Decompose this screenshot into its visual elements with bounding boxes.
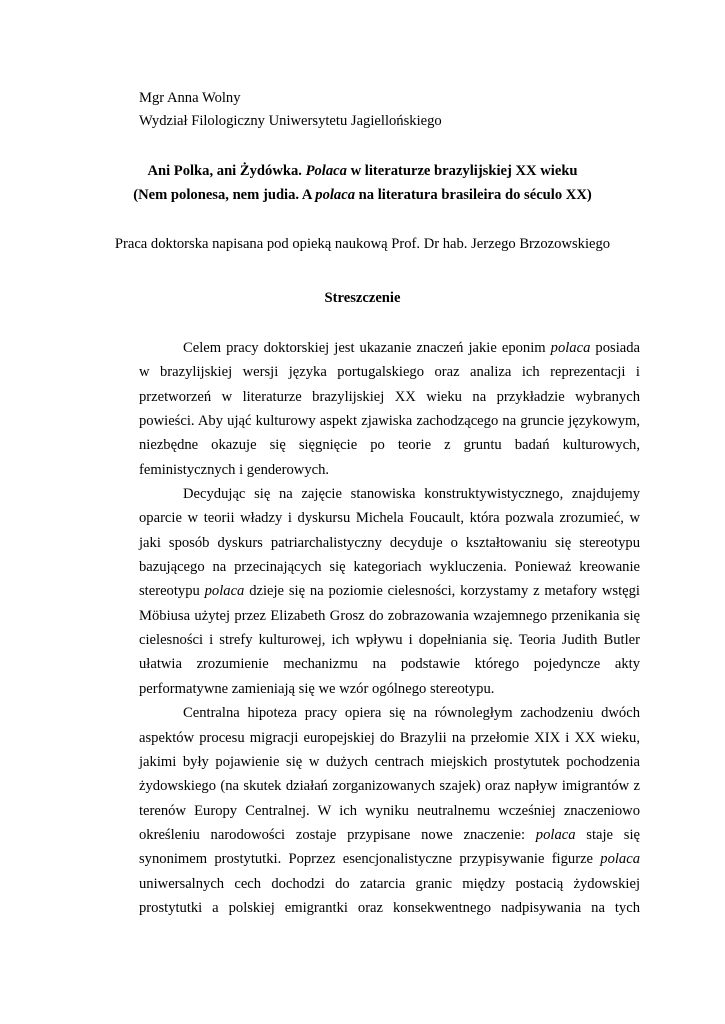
abstract-paragraph xyxy=(139,482,640,701)
title-pl-pre: Ani Polka, ani Żydówka. xyxy=(147,163,306,179)
text-run: terenów Europy Centralnej. W ich wyniku neutralnemu wcześniej znaczeniowo xyxy=(139,802,640,819)
text-run: uniwersalnych cech dochodzi do zatarcia granic między postacią żydowskiej xyxy=(139,875,640,892)
abstract-paragraph xyxy=(139,336,640,482)
text-run: Möbiusa użytej przez Elizabeth Grosz do zobrazowania wzajemnego przenikania się xyxy=(139,607,640,624)
text-line xyxy=(139,409,640,433)
text-line xyxy=(139,701,640,725)
text-run: dzieje się na poziomie cielesności, korzystamy z metafory wstęgi xyxy=(244,583,640,600)
text-line xyxy=(139,433,640,457)
text-line xyxy=(139,336,640,360)
title-pt-italic: polaca xyxy=(315,187,356,203)
text-run: żydowskiego (na skutek działań zorganizowanych szajek) oraz napływ imigrantów z xyxy=(139,778,640,795)
text-run: synonimem prostytutki. Poprzez esencjonalistyczne przypisywanie figurze xyxy=(139,851,601,868)
section-heading: Streszczenie xyxy=(324,290,401,306)
text-run: stereotypu xyxy=(139,583,205,600)
text-run: prostytutki a polskiej emigrantki oraz konsekwentnego nadpisywania na tych xyxy=(139,899,640,916)
text-run: oparcie w teorii władzy i dyskursu Michela Foucault, która pozwala zrozumieć, w xyxy=(139,510,640,527)
text-run: posiada xyxy=(590,340,641,356)
text-run: jaki sposób dyskurs patriarchalistyczny decyduje o kształtowaniu się stereotypu xyxy=(139,534,640,551)
text-line xyxy=(139,579,640,603)
text-line xyxy=(139,555,640,579)
text-line xyxy=(139,652,640,676)
text-run: niezbędne okazuje się sięgnięcie po teorie z gruntu badań kulturowych, xyxy=(139,437,640,454)
text-line xyxy=(139,872,640,896)
italic-term: polaca xyxy=(600,851,640,868)
text-line xyxy=(139,823,640,847)
text-line xyxy=(139,531,640,555)
thesis-title-portuguese xyxy=(0,185,725,205)
text-run: przetworzeń w literaturze brazylijskiej XX wieku na przykładzie wybranych xyxy=(139,388,640,405)
title-pl-italic: Polaca xyxy=(305,163,347,179)
abstract-paragraph xyxy=(139,701,640,920)
supervision-note: Praca doktorska napisana pod opieką naukową Prof. Dr hab. Jerzego Brzozowskiego xyxy=(114,236,611,252)
text-run: w brazylijskiej wersji języka portugalskiego oraz analiza ich reprezentacji i xyxy=(139,364,640,381)
text-run: cielesności i strefy kulturowej, ich wpływu i dopełniania się. Teoria Judith Butler xyxy=(139,632,640,649)
title-pl-post: w literaturze brazylijskiej XX wieku xyxy=(346,163,578,179)
text-line xyxy=(139,726,640,750)
title-pt-pre: (Nem polonesa, nem judia. A xyxy=(133,187,316,203)
text-line xyxy=(139,774,640,798)
title-pt-post: na literatura brasileira do século XX) xyxy=(355,187,592,203)
text-line xyxy=(139,458,640,482)
italic-term: polaca xyxy=(535,826,576,843)
text-line xyxy=(139,604,640,628)
text-line xyxy=(139,799,640,823)
author-affiliation: Wydział Filologiczny Uniwersytetu Jagiellońskiego xyxy=(139,113,442,129)
text-run: bazującego na przecinających się kategoriach wykluczenia. Ponieważ kreowanie xyxy=(139,559,640,576)
text-line xyxy=(139,628,640,652)
text-run: aspektów procesu migracji europejskiej do Brazylii na przełomie XIX i XX wieku, xyxy=(139,729,640,746)
text-run: powieści. Aby ująć kulturowy aspekt zjawiska zachodzącego na gruncie językowym, xyxy=(139,413,640,430)
text-line xyxy=(139,750,640,774)
text-run: Celem pracy doktorskiej jest ukazanie znaczeń jakie eponim xyxy=(183,340,551,356)
author-name: Mgr Anna Wolny xyxy=(139,90,241,106)
text-run: ułatwia zrozumienie mechanizmu na podstawie którego pojedyncze akty xyxy=(139,656,640,673)
text-run: feministycznych i genderowych. xyxy=(139,461,330,478)
abstract-body xyxy=(139,336,640,920)
text-run: Decydując się na zajęcie stanowiska konstruktywistycznego, znajdujemy xyxy=(183,486,640,503)
text-run: określeniu narodowości zostaje przypisane nowe znaczenie: xyxy=(139,826,536,843)
italic-term: polaca xyxy=(550,340,591,356)
text-line xyxy=(139,847,640,871)
text-run: Centralna hipoteza pracy opiera się na równoległym zachodzeniu dwóch xyxy=(183,705,640,722)
text-line xyxy=(139,482,640,506)
text-line xyxy=(139,385,640,409)
text-line xyxy=(139,677,640,701)
text-line xyxy=(139,506,640,530)
text-run: performatywne zamieniają się we wzór ogólnego stereotypu. xyxy=(139,680,495,697)
text-run: jakimi były pojawienie się w dużych centrach miejskich prostytutek pochodzenia xyxy=(139,753,640,770)
text-line xyxy=(139,896,640,920)
thesis-title-polish xyxy=(0,161,725,181)
text-run: staje się xyxy=(575,826,640,843)
italic-term: polaca xyxy=(204,583,245,600)
text-line xyxy=(139,360,640,384)
